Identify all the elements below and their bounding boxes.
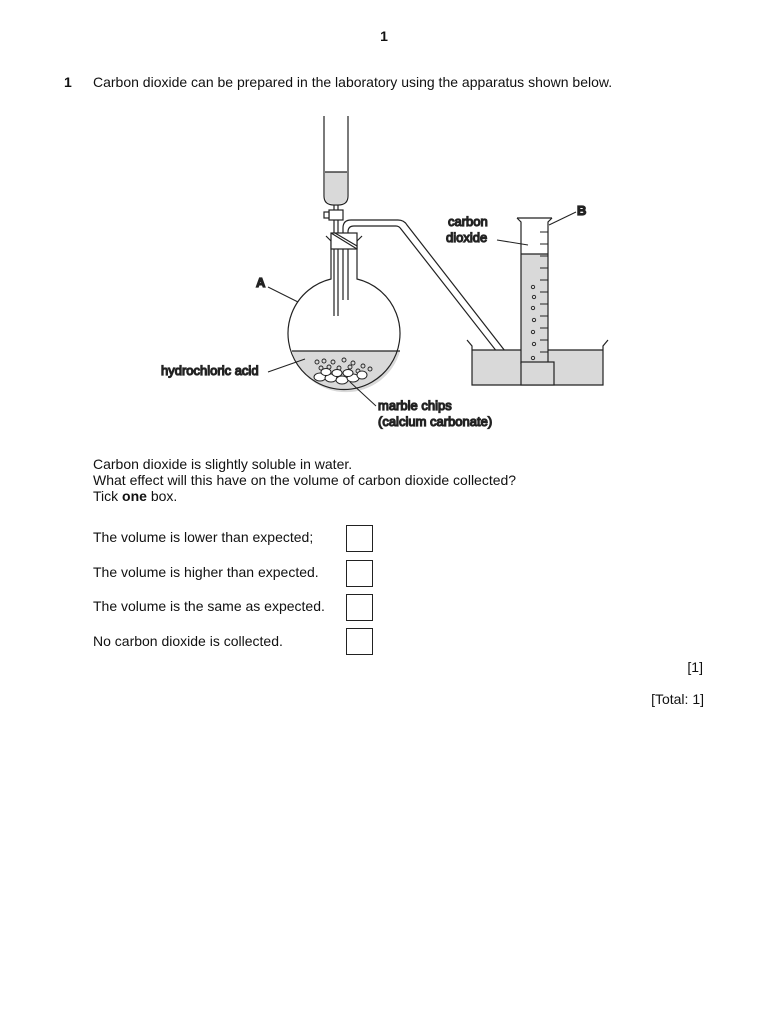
label-dioxide: dioxide: [446, 230, 488, 245]
tick-box-4[interactable]: [346, 628, 373, 655]
question-text: Carbon dioxide can be prepared in the laboratory using the apparatus shown below.: [93, 74, 613, 90]
total-marks: [Total: 1]: [651, 691, 704, 707]
label-hydrochloric-acid: hydrochloric acid: [161, 363, 259, 378]
label-marble-chips: marble chips: [378, 398, 452, 413]
question-number: 1: [64, 74, 72, 90]
tick-box-2[interactable]: [346, 560, 373, 587]
label-calcium-carbonate: (calcium carbonate): [378, 414, 493, 429]
prompt-line-2: What effect will this have on the volume of carbon dioxide collected?: [93, 472, 517, 488]
tick-box-3[interactable]: [346, 594, 373, 621]
apparatus-diagram: [150, 108, 620, 438]
marks: [1]: [687, 659, 703, 675]
prompt-line-3: Tick one box.: [93, 488, 178, 504]
label-B: B: [577, 203, 587, 218]
measuring-cylinder: [517, 218, 554, 385]
label-A: A: [256, 275, 266, 290]
option-label-3: The volume is the same as expected.: [93, 598, 325, 614]
prompt-line-1: Carbon dioxide is slightly soluble in water.: [93, 456, 353, 472]
dropping-funnel: [324, 116, 348, 316]
tick-box-1[interactable]: [346, 525, 373, 552]
page-number: 1: [380, 28, 388, 44]
option-label-4: No carbon dioxide is collected.: [93, 633, 283, 649]
round-bottom-flask: [288, 233, 400, 392]
question-prompt: [93, 456, 516, 504]
label-carbon: carbon: [448, 214, 488, 229]
option-label-1: The volume is lower than expected;: [93, 529, 314, 545]
option-label-2: The volume is higher than expected.: [93, 564, 319, 580]
